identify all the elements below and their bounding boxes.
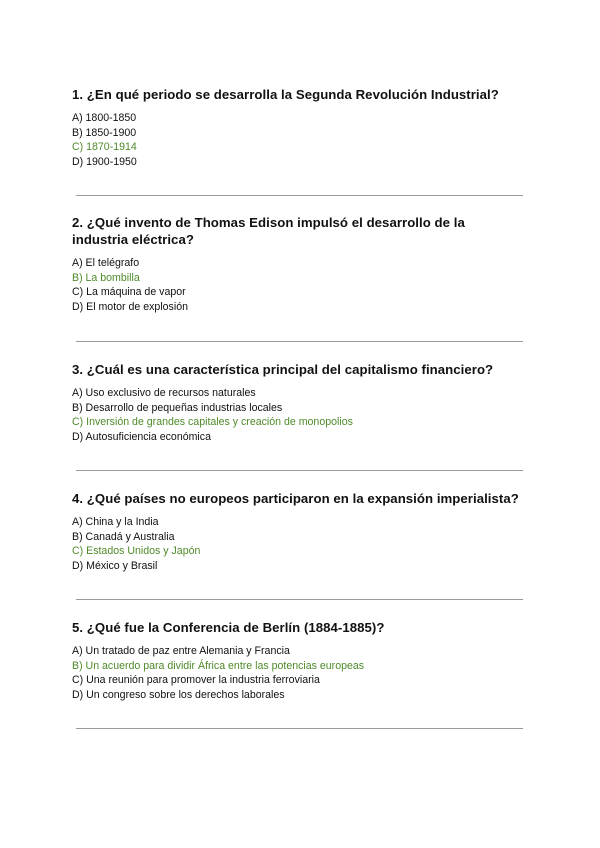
question-3-option-d: D) Autosuficiencia económica	[72, 430, 211, 443]
divider-4	[76, 599, 523, 600]
question-5-option-a: A) Un tratado de paz entre Alemania y Francia	[72, 645, 290, 657]
question-4-title: 4. ¿Qué países no europeos participaron en la expansión imperialista?	[72, 491, 519, 506]
question-3-title: 3. ¿Cuál es una característica principal del capitalismo financiero?	[72, 362, 494, 377]
question-2	[72, 214, 524, 314]
question-4	[72, 490, 524, 573]
question-2-option-d: D) El motor de explosión	[72, 300, 188, 313]
question-2-title: 2. ¿Qué invento de Thomas Edison impulsó el desarrollo de la industria eléctrica?	[72, 215, 465, 247]
question-5-option-c: C) Una reunión para promover la industria ferroviaria	[72, 674, 320, 687]
question-1-title: 1. ¿En qué periodo se desarrolla la Segunda Revolución Industrial?	[72, 87, 499, 102]
question-3-option-c-correct: C) Inversión de grandes capitales y creación de monopolios	[72, 416, 353, 429]
question-5	[72, 619, 524, 702]
divider-5	[76, 728, 523, 729]
question-1-options	[72, 111, 524, 169]
question-4-option-b: B) Canadá y Australia	[72, 530, 175, 543]
question-3	[72, 361, 524, 444]
question-3-options	[72, 386, 524, 444]
question-4-options	[72, 515, 524, 573]
question-1-option-c-correct: C) 1870-1914	[72, 141, 137, 154]
question-1-option-d: D) 1900-1950	[72, 155, 137, 168]
question-1-option-b: B) 1850-1900	[72, 126, 137, 139]
question-3-option-a: A) Uso exclusivo de recursos naturales	[72, 387, 256, 399]
question-2-options	[72, 256, 524, 314]
question-4-option-a: A) China y la India	[72, 516, 159, 528]
question-5-options	[72, 644, 524, 702]
question-2-option-c: C) La máquina de vapor	[72, 286, 186, 299]
question-2-option-a: A) El telégrafo	[72, 257, 140, 269]
question-1	[72, 86, 524, 169]
divider-2	[76, 341, 523, 342]
question-2-option-b-correct: B) La bombilla	[72, 271, 140, 284]
question-5-option-b-correct: B) Un acuerdo para dividir África entre las potencias europeas	[72, 659, 365, 672]
question-4-option-c-correct: C) Estados Unidos y Japón	[72, 545, 201, 558]
question-5-option-d: D) Un congreso sobre los derechos laborales	[72, 688, 285, 701]
question-3-option-b: B) Desarrollo de pequeñas industrias locales	[72, 401, 283, 414]
question-4-option-d: D) México y Brasil	[72, 559, 158, 572]
divider-1	[76, 195, 523, 196]
question-5-title: 5. ¿Qué fue la Conferencia de Berlín (1884-1885)?	[72, 620, 385, 635]
question-1-option-a: A) 1800-1850	[72, 112, 137, 124]
divider-3	[76, 470, 523, 471]
